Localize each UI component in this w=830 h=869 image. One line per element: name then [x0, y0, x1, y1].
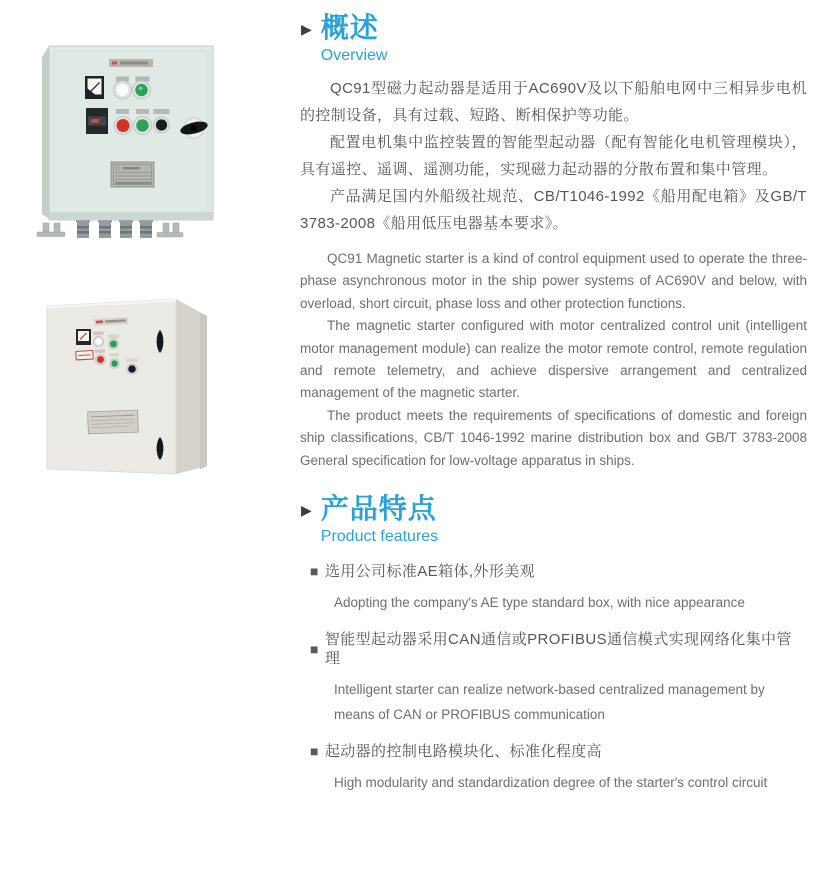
feature-text-cn: 选用公司标准AE箱体,外形美观 [324, 563, 536, 581]
overview-title-en: Overview [320, 47, 388, 64]
nameplate [111, 162, 154, 187]
product-photo-front-view [36, 42, 216, 242]
door-label [109, 59, 153, 67]
overview-paragraph-en: QC91 Magnetic starter is a kind of control equipment used to operate the three-phase asynchronous motor in the ship power systems of AC690V and below, with overload, short circuit, phase loss and other protection functions. [300, 251, 807, 311]
section-marker-icon: ▶ [301, 21, 312, 37]
feature-bullet-icon: ■ [310, 563, 319, 580]
feature-item [310, 562, 807, 615]
nameplate [88, 410, 139, 434]
features-title-en: Product features [320, 528, 439, 546]
overview-paragraph-en: The product meets the requirements of specifications of domestic and foreign ship classifications, CB/T 1046-1992 marine distribution box and GB/T 3783-2008 General specification for low-voltage apparatus in ships. [300, 407, 807, 468]
features-title-cn: 产品特点 [320, 493, 437, 525]
overview-paragraph-cn: 产品满足国内外船级社规范、CB/T1046-1992《船用配电箱》及GB/T 3783-2008《船用低压电器基本要求》。 [300, 188, 807, 232]
feature-text-en: Adopting the company's AE type standard box, with nice appearance [334, 595, 745, 611]
feature-item [310, 630, 807, 727]
panel-meter [76, 329, 91, 345]
product-photo-perspective-view [42, 292, 217, 484]
text-column [300, 12, 807, 795]
feature-text-en: High modularity and standardization degree of the starter's control circuit [334, 775, 768, 791]
circuit-breaker [86, 108, 108, 134]
overview-paragraph-en: The magnetic starter configured with motor centralized control unit (intelligent motor management module) can realize the motor remote control, remote regulation and remote telemetry, and achieve dispersive arrangement and centralized management of the magnetic starter. [300, 318, 807, 401]
feature-text-en: Intelligent starter can realize network-based centralized management by means of CAN or PROFIBUS communication [334, 682, 765, 723]
ammeter [85, 76, 104, 99]
overview-title-cn: 概述 [320, 12, 379, 43]
feature-item [310, 742, 807, 795]
features-section [300, 493, 807, 795]
feature-text-cn: 智能型起动器采用CAN通信或PROFIBUS通信模式实现网络化集中管理 [324, 631, 792, 668]
feature-text-cn: 起动器的控制电路模块化、标准化程度高 [324, 743, 603, 761]
overview-paragraph-cn: QC91型磁力起动器是适用于AC690V及以下船舶电网中三相异步电机的控制设备，具有过载、短路、断相保护等功能。 [300, 80, 807, 124]
enclosure-side [176, 299, 207, 474]
overview-paragraph-cn: 配置电机集中监控装置的智能型起动器（配有智能化电机管理模块），具有遥控、遥调、遥测功能，实现磁力起动器的分散布置和集中管理。 [300, 134, 807, 178]
warning-label [76, 351, 93, 360]
push-buttons [114, 109, 170, 135]
feature-bullet-icon: ■ [310, 640, 319, 657]
section-marker-icon: ▶ [301, 502, 312, 519]
feature-bullet-icon: ■ [310, 743, 319, 760]
overview-section [300, 12, 807, 472]
